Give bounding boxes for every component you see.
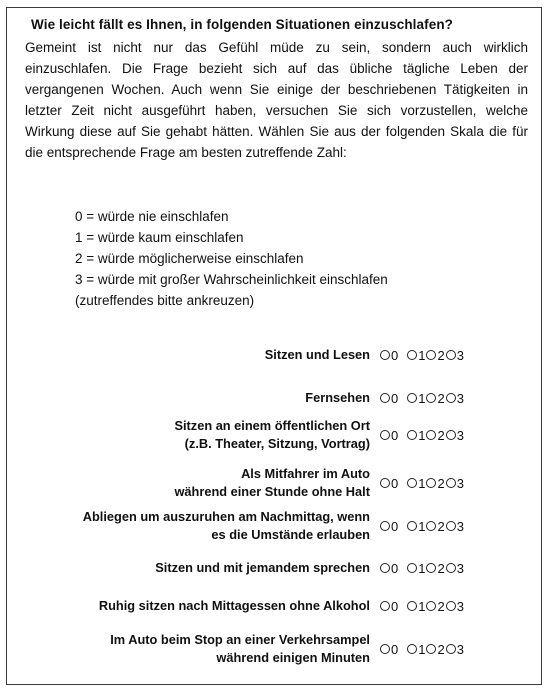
radio-circle-icon[interactable]: [446, 521, 456, 531]
radio-circle-icon[interactable]: [426, 521, 436, 531]
question-label-line-2: (z.B. Theater, Sitzung, Vortrag): [184, 436, 370, 451]
radio-option-value: 1: [418, 475, 426, 491]
question-row: [30, 346, 370, 364]
radio-option-value: 2: [437, 475, 445, 491]
radio-option-value: 3: [456, 475, 464, 491]
radio-circle-icon[interactable]: [426, 563, 436, 573]
radio-option-value: 0: [391, 518, 399, 534]
question-row: [30, 465, 370, 501]
radio-circle-icon[interactable]: [446, 563, 456, 573]
radio-circle-icon[interactable]: [426, 644, 436, 654]
radio-circle-icon[interactable]: [407, 601, 417, 611]
radio-circle-icon[interactable]: [380, 601, 390, 611]
radio-option-value: 3: [456, 390, 464, 406]
radio-option-value: 3: [456, 598, 464, 614]
question-row: [30, 631, 370, 667]
answer-options: [380, 597, 464, 615]
radio-option-value: 1: [418, 518, 426, 534]
radio-circle-icon[interactable]: [446, 393, 456, 403]
scale-item-2: 2 = würde möglicherweise einschlafen: [75, 251, 304, 266]
question-row: [30, 559, 370, 577]
radio-option-value: 1: [418, 598, 426, 614]
radio-circle-icon[interactable]: [426, 478, 436, 488]
radio-circle-icon[interactable]: [407, 521, 417, 531]
radio-option-2[interactable]: [426, 519, 444, 534]
radio-option-1[interactable]: [407, 428, 425, 443]
radio-option-value: 1: [418, 560, 426, 576]
radio-option-2[interactable]: [426, 391, 444, 406]
answer-options: [380, 517, 464, 535]
radio-circle-icon[interactable]: [446, 601, 456, 611]
radio-option-2[interactable]: [426, 599, 444, 614]
radio-option-value: 0: [391, 598, 399, 614]
question-label-line-1: Als Mitfahrer im Auto: [241, 466, 370, 481]
radio-option-1[interactable]: [407, 476, 425, 491]
radio-circle-icon[interactable]: [407, 393, 417, 403]
radio-option-value: 2: [437, 347, 445, 363]
question-row: [30, 417, 370, 453]
radio-circle-icon[interactable]: [426, 350, 436, 360]
question-label-line-2: während einer Stunde ohne Halt: [174, 484, 370, 499]
radio-option-value: 0: [391, 475, 399, 491]
radio-circle-icon[interactable]: [380, 478, 390, 488]
question-label-line-1: Abliegen um auszuruhen am Nachmittag, wenn: [82, 509, 370, 524]
scale-item-0: 0 = würde nie einschlafen: [75, 209, 229, 224]
radio-option-value: 2: [437, 560, 445, 576]
radio-option-value: 0: [391, 347, 399, 363]
radio-option-2[interactable]: [426, 561, 444, 576]
radio-option-value: 2: [437, 427, 445, 443]
radio-circle-icon[interactable]: [407, 644, 417, 654]
radio-option-2[interactable]: [426, 428, 444, 443]
radio-option-0[interactable]: [380, 642, 398, 657]
radio-circle-icon[interactable]: [407, 563, 417, 573]
radio-option-value: 2: [437, 390, 445, 406]
radio-option-value: 3: [456, 347, 464, 363]
question-label: [155, 559, 370, 577]
question-label: [83, 508, 370, 544]
radio-option-3[interactable]: [446, 428, 464, 443]
radio-option-0[interactable]: [380, 561, 398, 576]
radio-circle-icon[interactable]: [380, 430, 390, 440]
radio-option-value: 2: [437, 518, 445, 534]
radio-option-value: 1: [418, 347, 426, 363]
radio-option-1[interactable]: [407, 561, 425, 576]
question-label: [174, 465, 370, 501]
question-label: [305, 389, 370, 407]
radio-circle-icon[interactable]: [380, 350, 390, 360]
question-label-line-1: Ruhig sitzen nach Mittagessen ohne Alkohol: [98, 598, 370, 613]
question-label-line-2: es die Umstände erlauben: [211, 527, 370, 542]
radio-circle-icon[interactable]: [426, 601, 436, 611]
radio-option-1[interactable]: [407, 599, 425, 614]
question-label-line-2: während einigen Minuten: [216, 650, 370, 665]
answer-options: [380, 640, 464, 658]
question-label: [265, 346, 370, 364]
radio-option-0[interactable]: [380, 391, 398, 406]
radio-circle-icon[interactable]: [380, 563, 390, 573]
question-row: [30, 508, 370, 544]
radio-option-0[interactable]: [380, 476, 398, 491]
radio-option-3[interactable]: [446, 561, 464, 576]
question-row: [30, 389, 370, 407]
radio-option-value: 1: [418, 427, 426, 443]
radio-option-value: 0: [391, 427, 399, 443]
radio-option-value: 2: [437, 641, 445, 657]
answer-options: [380, 426, 464, 444]
radio-option-3[interactable]: [446, 519, 464, 534]
radio-option-2[interactable]: [426, 476, 444, 491]
radio-circle-icon[interactable]: [380, 521, 390, 531]
answer-options: [380, 474, 464, 492]
radio-option-value: 3: [456, 560, 464, 576]
question-label-line-1: Fernsehen: [305, 390, 370, 405]
radio-circle-icon[interactable]: [446, 644, 456, 654]
radio-circle-icon[interactable]: [446, 350, 456, 360]
question-label-line-1: Im Auto beim Stop an einer Verkehrsampel: [110, 632, 370, 647]
scale-instruction: (zutreffendes bitte ankreuzen): [75, 293, 255, 308]
radio-option-value: 3: [456, 518, 464, 534]
radio-option-value: 0: [391, 560, 399, 576]
radio-option-0[interactable]: [380, 348, 398, 363]
radio-option-0[interactable]: [380, 428, 398, 443]
scale-item-3: 3 = würde mit großer Wahrscheinlichkeit einschlafen: [75, 272, 388, 287]
radio-circle-icon[interactable]: [380, 393, 390, 403]
intro-paragraph: Gemeint ist nicht nur das Gefühl müde zu sein, sondern auch wirklich einzuschlafen. Die Frage bezieht sich auf das übliche tägliche Leben der vergangenen Wochen. Auch wenn Sie einige der beschriebenen Tätigkeiten in letzter Zeit nicht ausgeführt haben, versuchen Sie sich vorzustellen, welche Wirkung diese auf Sie gehabt hätten. Wählen Sie aus der folgenden Skala die für die entsprechende Frage am besten zutreffende Zahl:: [25, 40, 528, 160]
radio-option-value: 2: [437, 598, 445, 614]
radio-option-1[interactable]: [407, 642, 425, 657]
radio-circle-icon[interactable]: [380, 644, 390, 654]
radio-option-3[interactable]: [446, 391, 464, 406]
radio-option-3[interactable]: [446, 476, 464, 491]
radio-circle-icon[interactable]: [426, 430, 436, 440]
question-label-line-1: Sitzen an einem öffentlichen Ort: [174, 418, 370, 433]
radio-option-1[interactable]: [407, 519, 425, 534]
radio-option-0[interactable]: [380, 599, 398, 614]
radio-option-value: 0: [391, 641, 399, 657]
radio-option-0[interactable]: [380, 519, 398, 534]
radio-circle-icon[interactable]: [446, 430, 456, 440]
radio-circle-icon[interactable]: [407, 478, 417, 488]
radio-option-2[interactable]: [426, 348, 444, 363]
question-label-line-1: Sitzen und mit jemandem sprechen: [155, 560, 370, 575]
radio-option-3[interactable]: [446, 642, 464, 657]
radio-circle-icon[interactable]: [426, 393, 436, 403]
answer-options: [380, 559, 464, 577]
answer-options: [380, 389, 464, 407]
radio-option-1[interactable]: [407, 391, 425, 406]
radio-option-value: 0: [391, 390, 399, 406]
radio-circle-icon[interactable]: [407, 430, 417, 440]
answer-options: [380, 346, 464, 364]
radio-option-1[interactable]: [407, 348, 425, 363]
question-row: [30, 597, 370, 615]
radio-option-value: 1: [418, 641, 426, 657]
radio-option-value: 3: [456, 427, 464, 443]
question-label: [174, 417, 370, 453]
radio-option-2[interactable]: [426, 642, 444, 657]
radio-circle-icon[interactable]: [407, 350, 417, 360]
radio-option-3[interactable]: [446, 599, 464, 614]
questionnaire-title: Wie leicht fällt es Ihnen, in folgenden Situationen einzuschlafen?: [31, 17, 454, 32]
radio-option-value: 1: [418, 390, 426, 406]
question-label-line-1: Sitzen und Lesen: [264, 347, 370, 362]
scale-item-1: 1 = würde kaum einschlafen: [75, 230, 244, 245]
question-label: [99, 597, 370, 615]
radio-circle-icon[interactable]: [446, 478, 456, 488]
radio-option-value: 3: [456, 641, 464, 657]
question-label: [110, 631, 370, 667]
radio-option-3[interactable]: [446, 348, 464, 363]
